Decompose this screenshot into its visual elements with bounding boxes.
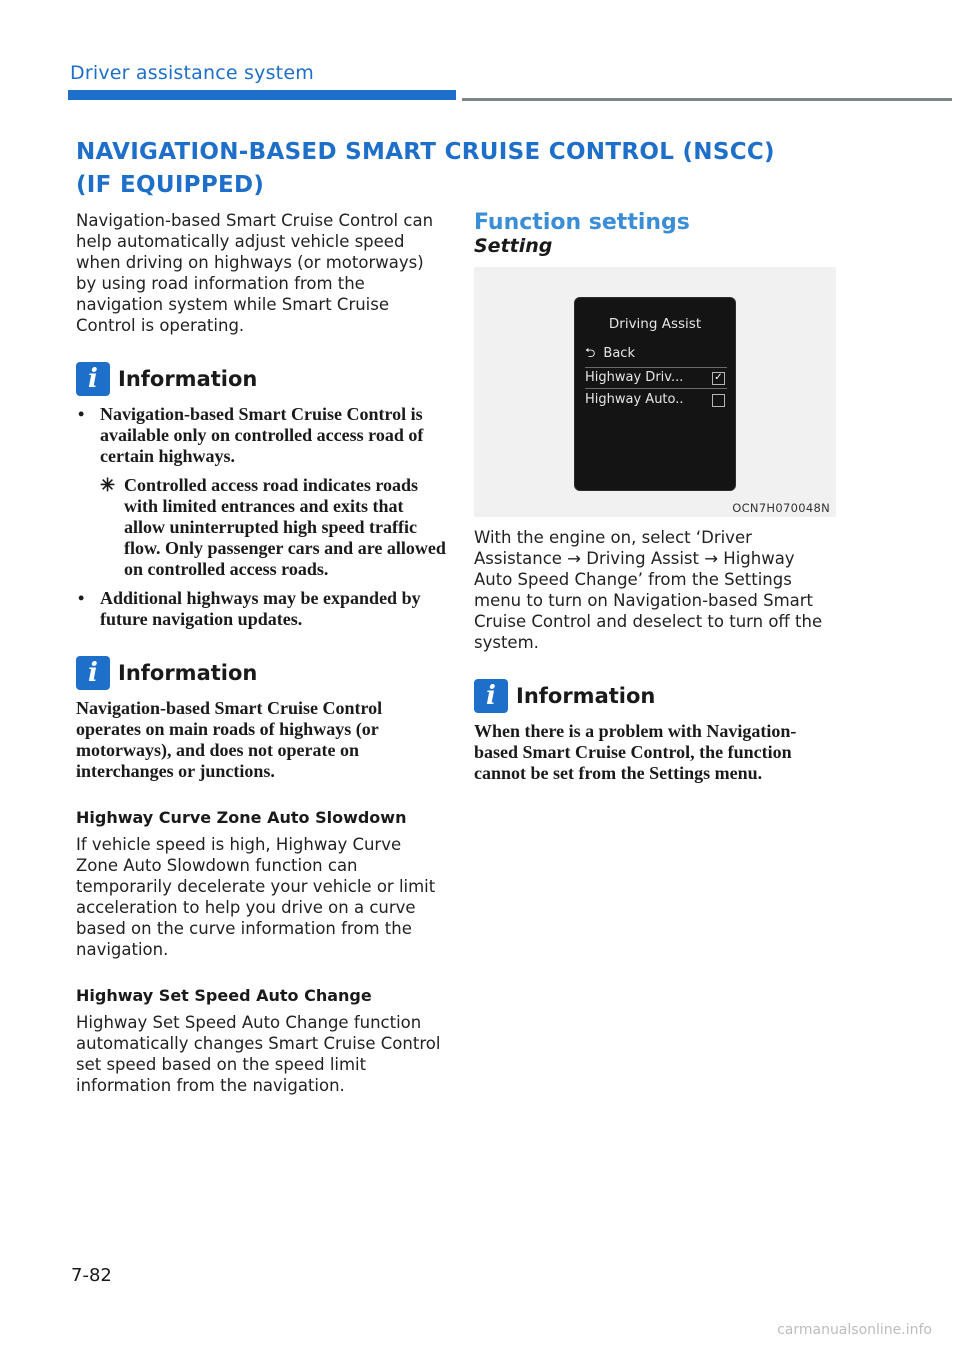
section-title-line2: (IF EQUIPPED) <box>76 172 265 198</box>
info-header-3 <box>474 679 838 713</box>
back-label: Back <box>603 346 635 361</box>
screen-item-2 <box>585 390 727 410</box>
bullet-mark: • <box>78 404 85 424</box>
bullet-mark: • <box>78 588 85 608</box>
screen-back-row <box>585 344 727 364</box>
screen-item-1-label: Highway Driv... <box>585 370 684 385</box>
info-box-3 <box>474 679 838 784</box>
list-item <box>76 404 446 580</box>
info-bullet-list <box>76 404 446 630</box>
screen-item-1 <box>585 367 727 389</box>
info-box-2 <box>76 656 446 782</box>
section-title <box>76 136 916 202</box>
header-title: Driver assistance system <box>70 62 314 84</box>
info-label-1: Information <box>118 367 258 391</box>
info-text-3: When there is a problem with Navigation-based Smart Cruise Control, the function cannot be set from the Settings menu. <box>474 721 797 783</box>
right-column <box>474 210 838 784</box>
info-icon: i <box>76 656 110 690</box>
header-rule-gray <box>462 98 952 101</box>
info-label-2: Information <box>118 661 258 685</box>
bullet-text-2: Additional highways may be expanded by future navigation updates. <box>100 588 421 629</box>
info-header-2 <box>76 656 446 690</box>
intro-paragraph: Navigation-based Smart Cruise Control can help automatically adjust vehicle speed when driving on highways (or motorways) by using road information from the navigation system while Smart Cruise Control is operating. <box>76 211 434 335</box>
list-item <box>76 588 446 630</box>
header-rule-blue <box>68 90 456 100</box>
curve-heading: Highway Curve Zone Auto Slowdown <box>76 808 407 827</box>
cluster-screen <box>574 297 736 491</box>
info-box-1 <box>76 362 446 630</box>
info-icon: i <box>474 679 508 713</box>
subnote <box>100 475 446 580</box>
settings-paragraph: With the engine on, select ‘Driver Assistance → Driving Assist → Highway Auto Speed Change’ from the Settings menu to turn on Navigation-based Smart Cruise Control and deselect to turn off the system. <box>474 528 823 652</box>
back-arrow-icon: ⮌ <box>585 346 596 361</box>
info-icon: i <box>76 362 110 396</box>
info-text-2: Navigation-based Smart Cruise Control operates on main roads of highways (or motorways), and does not operate on interchanges or junctions. <box>76 698 383 781</box>
setspeed-paragraph: Highway Set Speed Auto Change function automatically changes Smart Cruise Control set speed based on the speed limit information from the navigation. <box>76 1013 441 1095</box>
curve-paragraph: If vehicle speed is high, Highway Curve Zone Auto Slowdown function can temporarily decelerate your vehicle or limit acceleration to help you drive on a curve based on the curve information from the navigation. <box>76 835 436 959</box>
asterisk-icon: ✳ <box>100 475 116 495</box>
settings-figure <box>474 267 836 517</box>
figure-code: OCN7H070048N <box>732 501 830 515</box>
setting-subtitle: Setting <box>474 235 553 257</box>
subnote-text: Controlled access road indicates roads with limited entrances and exits that allow uninterrupted high speed traffic flow. Only passenger cars and are allowed on controlled access roads. <box>124 475 446 579</box>
screen-item-2-label: Highway Auto.. <box>585 392 684 407</box>
function-settings-title: Function settings <box>474 210 690 235</box>
setspeed-heading: Highway Set Speed Auto Change <box>76 986 372 1005</box>
left-column <box>76 210 446 1096</box>
info-label-3: Information <box>516 684 656 708</box>
bullet-text-1: Navigation-based Smart Cruise Control is available only on controlled access road of certain highways. <box>100 404 424 466</box>
checkbox-empty-icon <box>712 394 725 407</box>
section-title-line1: NAVIGATION-BASED SMART CRUISE CONTROL (NSCC) <box>76 139 775 165</box>
info-header-1 <box>76 362 446 396</box>
page-number: 7-82 <box>71 1265 112 1286</box>
checkbox-checked-icon: ✓ <box>712 372 725 385</box>
screen-title: Driving Assist <box>608 316 702 332</box>
watermark: carmanualsonline.info <box>777 1322 932 1338</box>
